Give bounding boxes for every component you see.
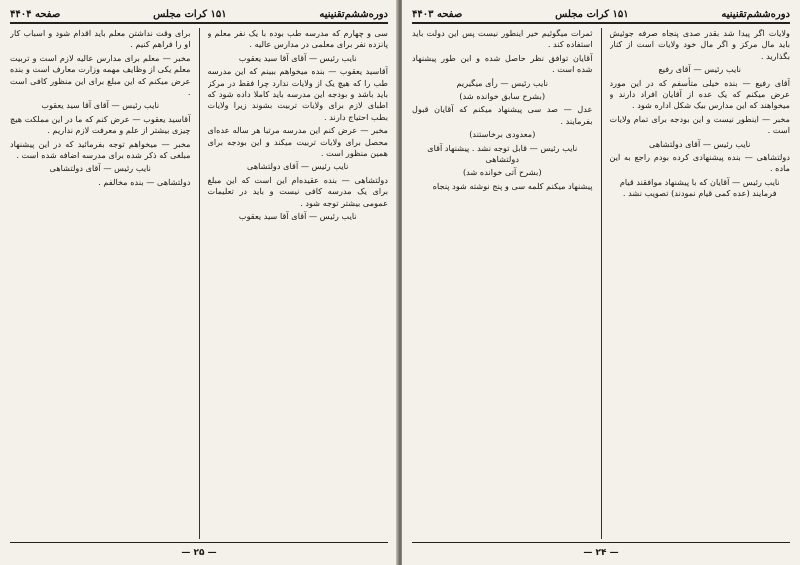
paragraph: نایب رئیس — آقای آقا سید یعقوب xyxy=(41,100,160,111)
left-page-left-column xyxy=(10,28,191,539)
paragraph: آقای رفیع — بنده خیلی متأسفم که در این مورد عرض میکنم که یک عده از آقایان افراد دارند و میخواهند که این مدارس بیک شکل اداره شود . xyxy=(609,77,790,111)
left-page xyxy=(0,0,398,565)
right-header-page-number: صفحه ۴۴۰۳ xyxy=(412,8,463,20)
paragraph: برای وقت نداشتن معلم باید اقدام شود و اسباب کار او را فراهم کنیم . xyxy=(10,28,191,50)
paragraph: دولتشاهی — بنده مخالفم . xyxy=(98,176,191,187)
paragraph: (بشرح سابق خوانده شد) xyxy=(459,91,546,102)
paragraph: آقایان توافق نظر حاصل شده و این طور پیشنهاد شده است . xyxy=(412,52,593,75)
left-header-page-number: صفحه ۴۴۰۴ xyxy=(10,8,61,20)
paragraph: نایب رئیس — آقای آقا سید یعقوب xyxy=(238,211,357,222)
right-column-divider xyxy=(601,28,602,539)
right-page-header xyxy=(412,6,790,22)
paragraph: نایب رئیس — قابل توجه نشد . پیشنهاد آقای دولتشاهی xyxy=(427,142,578,165)
paragraph: ولایات اگر پیدا شد بقدر صدی پنجاه صرفه جوئیش باید مال مرکز و اگر مال خود ولایات است از کنار بگذارید . xyxy=(609,28,790,61)
right-header-session: دوره‌ششم‌تقنینیه xyxy=(721,8,790,20)
right-page-footer: — ۲۴ — xyxy=(583,548,619,558)
paragraph: مخبر — اینطور نیست و این بودجه برای تمام ولایات است . xyxy=(609,113,790,136)
left-page-footer: — ۲۵ — xyxy=(181,548,217,558)
paragraph: سی و چهارم که مدرسه طب بوده با یک نفر معلم و پانزده نفر برای معلمی در مدارس عالیه . xyxy=(207,28,388,50)
right-page-columns xyxy=(412,28,790,539)
paragraph: مخبر — عرض کنم این مدرسه مرتبا هر ساله عده‌ای محصل برای ولایات تربیت میکند و این بودجه برای همین منظور است . xyxy=(207,125,388,159)
right-page-right-column xyxy=(610,28,791,539)
paragraph: مخبر — میخواهم توجه بفرمائید که در این پیشنهاد مبلغی که ذکر شده برای مدرسه اضافه شده است . xyxy=(10,138,191,161)
paragraph: نایب رئیس — آقایان که با پیشنهاد موافقند قیام فرمایند (عده کمی قیام نمودند) تصویب نشد . xyxy=(619,176,780,199)
paragraph: آقاسید یعقوب — عرض کنم که ما در این مملکت هیچ چیزی بیشتر از علم و معرفت لازم نداریم . xyxy=(10,113,191,136)
left-header-title: ۱۵۱ کرات مجلس xyxy=(153,8,227,20)
paragraph: نایب رئیس — رأی میگیریم xyxy=(456,77,549,88)
left-column-divider xyxy=(199,28,200,539)
right-page-left-column xyxy=(412,28,593,539)
right-page xyxy=(402,0,800,565)
paragraph: عدل — صد سی پیشنهاد میکنم که آقایان قبول بفرمایند . xyxy=(412,104,593,126)
paragraph: نایب رئیس — آقای دولتشاهی xyxy=(649,138,751,149)
right-footer-rule xyxy=(412,542,790,543)
paragraph: نایب رئیس — آقای دولتشاهی xyxy=(49,163,151,174)
paragraph: نایب رئیس — آقای دولتشاهی xyxy=(247,161,349,172)
left-page-right-column xyxy=(208,28,389,539)
paragraph: نایب رئیس — آقای رفیع xyxy=(658,64,742,75)
paragraph: دولتشاهی — بنده پیشنهادی کرده بودم راجع به این ماده . xyxy=(609,152,790,174)
left-page-header xyxy=(10,6,388,22)
paragraph: نایب رئیس — آقای آقا سید یعقوب xyxy=(238,52,357,63)
paragraph: پیشنهاد میکنم کلمه سی و پنج نوشته شود پنجاه xyxy=(432,180,593,191)
right-header-rule xyxy=(412,22,790,24)
paragraph: آقاسید یعقوب — بنده میخواهم ببینم که این مدرسه طب را که هیچ یک از ولایات ندارد چرا فقط در مرکز باید باشد و بودجه این مدرسه باید کاملا داده شود که اطبای لازم برای ولایات تربیت بشوند زیرا ولایات بطب احتیاج دارند . xyxy=(207,66,388,122)
right-header-title: ۱۵۱ کرات مجلس xyxy=(555,8,629,20)
paragraph: دولتشاهی — بنده عقیده‌ام این است که این مبلغ برای یک مدرسه کافی نیست و باید در تعلیمات عمومی بیشتر توجه شود . xyxy=(207,174,388,208)
paragraph: (معدودی برخاستند) xyxy=(469,129,536,140)
left-footer-rule xyxy=(10,542,388,543)
left-header-rule xyxy=(10,22,388,24)
left-header-session: دوره‌ششم‌تقنینیه xyxy=(319,8,388,20)
paragraph: (بشرح آتی خوانده شد) xyxy=(462,167,542,178)
left-page-columns xyxy=(10,28,388,539)
paragraph: مخبر — معلم برای مدارس عالیه لازم است و تربیت معلم یکی از وظایف مهمه وزارت معارف است و بنده عرض میکنم که این مبلغ برای این منظور کافی است . xyxy=(10,52,191,98)
paragraph: ثمرات میگوئیم خیر اینطور نیست پس این دولت باید استفاده کند . xyxy=(412,28,593,50)
